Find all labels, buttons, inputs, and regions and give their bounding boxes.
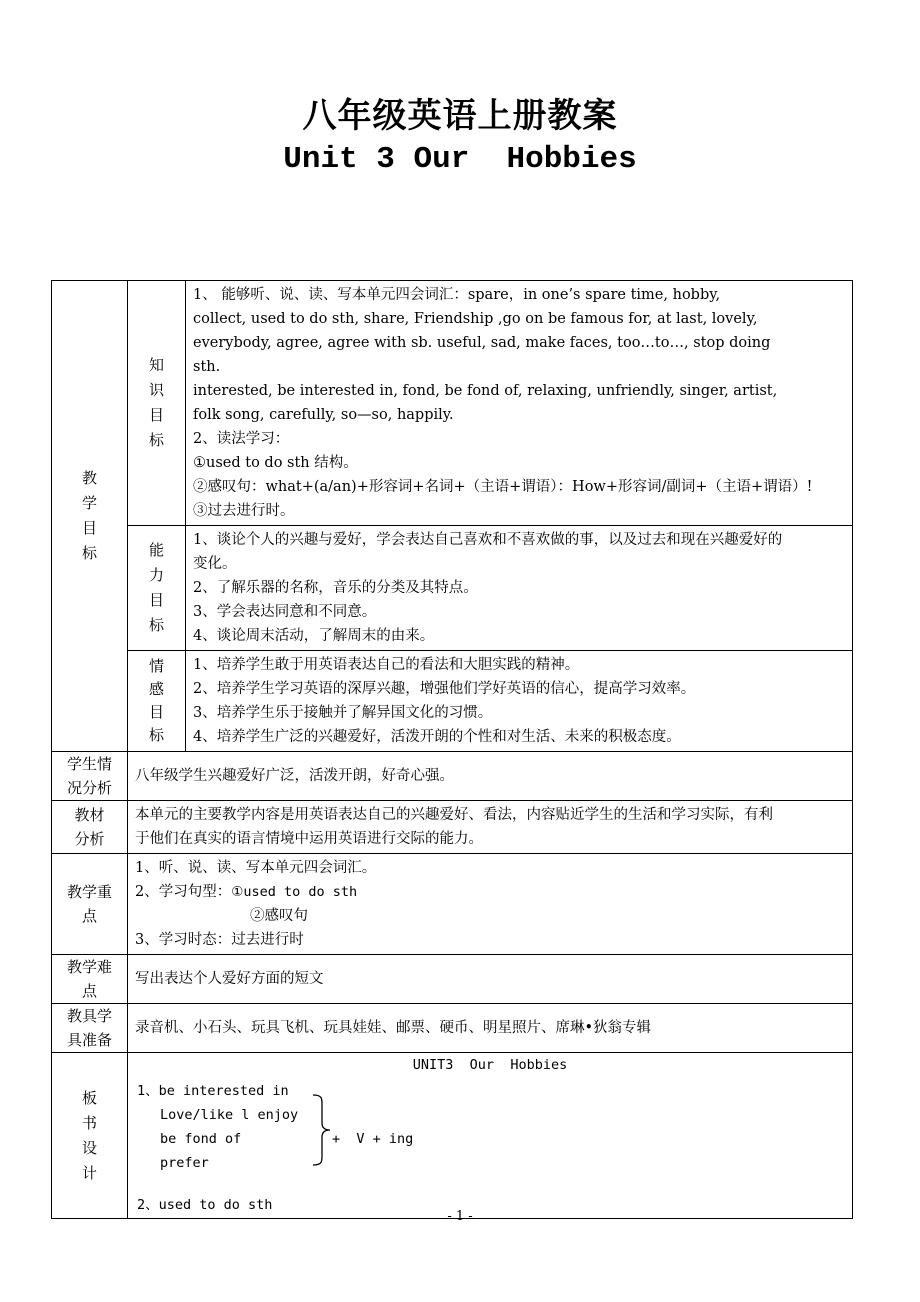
difficult-points-row (52, 955, 853, 1004)
board-line: Love/like l enjoy (160, 1107, 299, 1123)
label-line: 学生情 (66, 755, 112, 773)
teaching-goals-label: 教 学 目 标 (52, 281, 128, 752)
knowledge-line: collect, used to do sth, share, Friendship ,go on be famous for, at last, lovely, (193, 311, 758, 327)
label-line: 况分析 (66, 779, 112, 797)
ability-line: 变化。 (193, 556, 237, 572)
knowledge-goals-label: 知 识 目 标 (128, 281, 186, 526)
label-line: 教具学 (66, 1007, 112, 1025)
student-analysis-row (52, 752, 853, 801)
knowledge-goals-content (186, 281, 853, 526)
ability-goals-content (186, 526, 853, 651)
document-title: 八年级英语上册教案 (302, 96, 618, 136)
board-line: be fond of (160, 1131, 242, 1147)
student-analysis-label (52, 752, 128, 801)
material-line: 本单元的主要教学内容是用英语表达自己的兴趣爱好、看法，内容贴近学生的生活和学习实际，有利 (135, 807, 773, 823)
material-analysis-row (52, 801, 853, 854)
difficult-points-label (52, 955, 128, 1004)
student-analysis-text: 八年级学生兴趣爱好广泛，活泼开朗，好奇心强。 (135, 768, 454, 784)
board-line: 2、used to do sth (137, 1197, 273, 1213)
knowledge-line: 2、读法学习： (193, 431, 290, 447)
difficult-points-text: 写出表达个人爱好方面的短文 (135, 971, 324, 987)
board-title: UNIT3 Our Hobbies (412, 1057, 568, 1073)
board-line: 1、be interested in (137, 1083, 289, 1099)
student-analysis-content (128, 752, 853, 801)
knowledge-line: everybody, agree, agree with sb. useful, sad, make faces, too…to…, stop doing (193, 335, 771, 351)
emotion-line: 4、培养学生广泛的兴趣爱好，活泼开朗的个性和对生活、未来的积极态度。 (193, 729, 681, 745)
ability-line: 1、谈论个人的兴趣与爱好，学会表达自己喜欢和不喜欢做的事，以及过去和现在兴趣爱好的 (193, 532, 783, 548)
emotion-line: 3、培养学生乐于接触并了解异国文化的习惯。 (193, 705, 493, 721)
label-line: 分析 (74, 830, 105, 848)
board-formula: + V + ing (332, 1131, 414, 1147)
key-point-prefix: 2、学习句型： (135, 884, 232, 900)
unit-subtitle: Unit 3 Our Hobbies (283, 142, 637, 177)
knowledge-line: sth. (193, 359, 221, 375)
knowledge-line: interested, be interested in, fond, be fond of, relaxing, unfriendly, singer, artist, (193, 383, 778, 399)
emotion-line: 1、培养学生敢于用英语表达自己的看法和大胆实践的精神。 (193, 657, 580, 673)
teaching-aids-row (52, 1004, 853, 1053)
difficult-points-content (128, 955, 853, 1004)
label-line: 具准备 (66, 1031, 112, 1049)
key-point-item: ①used to do sth (231, 884, 358, 900)
emotion-goals-row (52, 651, 853, 752)
ability-goals-row (52, 526, 853, 651)
key-point-line: 1、听、说、读、写本单元四会词汇。 (135, 860, 377, 876)
ability-line: 3、学会表达同意和不同意。 (193, 604, 377, 620)
ability-goals-label: 能 力 目 标 (128, 526, 186, 651)
ability-line: 4、谈论周末活动，了解周末的由来。 (193, 628, 435, 644)
label-line: 点 (81, 907, 97, 925)
key-points-row (52, 854, 853, 955)
brace-icon (311, 1093, 333, 1167)
knowledge-line: ③过去进行时。 (193, 503, 295, 519)
board-line: prefer (160, 1155, 209, 1171)
knowledge-line: ①used to do sth 结构。 (193, 455, 358, 471)
knowledge-line: ②感叹句：what+(a/an)+形容词+名词+（主语+谓语）：How+形容词/副词+（主语+谓语）! (193, 479, 813, 495)
key-points-content (128, 854, 853, 955)
board-design-row (52, 1053, 853, 1219)
material-analysis-label (52, 801, 128, 854)
material-line: 于他们在真实的语言情境中运用英语进行交际的能力。 (135, 831, 483, 847)
emotion-goals-label: 情 感 目 标 (128, 651, 186, 752)
label-line: 教学重 (66, 883, 112, 901)
knowledge-goals-row (52, 281, 853, 526)
board-design-label: 板 书 设 计 (52, 1053, 128, 1219)
page-number: - 1 - (447, 1209, 473, 1224)
key-point-line (135, 880, 846, 904)
teaching-aids-label (52, 1004, 128, 1053)
emotion-line: 2、培养学生学习英语的深厚兴趣，增强他们学好英语的信心，提高学习效率。 (193, 681, 696, 697)
knowledge-line: folk song, carefully, so—so, happily. (193, 407, 454, 423)
teaching-aids-text: 录音机、小石头、玩具飞机、玩具娃娃、邮票、硬币、明星照片、席琳•狄翁专辑 (135, 1020, 652, 1036)
key-point-line: 3、学习时态：过去进行时 (135, 932, 304, 948)
ability-line: 2、了解乐器的名称，音乐的分类及其特点。 (193, 580, 478, 596)
label-line: 教学难 (66, 958, 112, 976)
label-line: 点 (81, 982, 97, 1000)
teaching-aids-content (128, 1004, 853, 1053)
label-line: 教材 (74, 806, 105, 824)
material-analysis-content (128, 801, 853, 854)
board-design-content (128, 1053, 853, 1219)
emotion-goals-content (186, 651, 853, 752)
key-point-line: ②感叹句 (250, 908, 308, 924)
lesson-plan-table (51, 280, 853, 1219)
knowledge-line: 1、 能够听、说、读、写本单元四会词汇：spare，in one’s spare time, hobby, (193, 287, 721, 303)
key-points-label (52, 854, 128, 955)
